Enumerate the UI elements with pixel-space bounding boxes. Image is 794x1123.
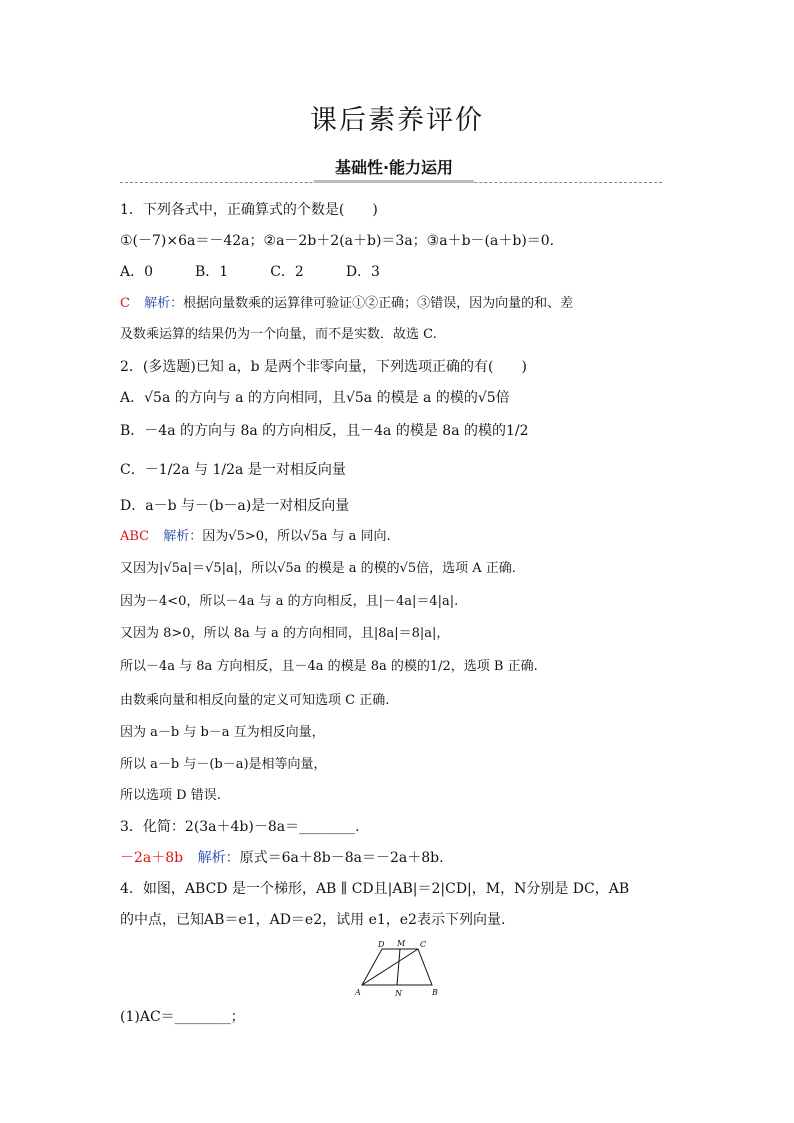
q2-analysis-line9: 所以选项 D 错误.: [120, 788, 221, 803]
q2-analysis-line2: 又因为|√5a|＝√5|a|，所以√5a 的模是 a 的模的√5倍，选项 A 正确.: [120, 561, 516, 576]
q1-items: ①(－7)×6a＝－42a；②a－2b＋2(a＋b)＝3a；③a＋b－(a＋b)＝0.: [120, 233, 555, 249]
q4-stem-line1: 4．如图，ABCD 是一个梯形，AB ∥ CD且|AB|＝2|CD|，M，N分别是 DC，AB: [120, 881, 630, 897]
q2-option-c: C．－1/2a 与 1/2a 是一对相反向量: [120, 462, 346, 478]
page-title: 课后素养评价: [310, 105, 484, 136]
q4-sub1: (1)AC＝________；: [120, 1009, 245, 1025]
label-c: C: [420, 940, 427, 949]
q2-analysis-line5: 所以－4a 与 8a 方向相反，且－4a 的模是 8a 的模的1/2，选项 B 正确.: [120, 659, 538, 674]
label-b: B: [432, 988, 438, 997]
q1-analysis-line2: 及数乘运算的结果仍为一个向量，而不是实数．故选 C.: [120, 327, 437, 342]
q1-analysis-line1: [120, 294, 573, 314]
label-m: M: [397, 939, 406, 948]
q2-analysis-line1: [120, 527, 391, 547]
q3-analysis-text: 原式＝6a＋8b－8a＝－2a＋8b.: [239, 850, 444, 866]
q1-analysis-label: 解析：: [144, 296, 184, 311]
q1-options: A．0 B．1 C．2 D．3: [120, 264, 380, 280]
q4-stem-line2: 的中点，已知AB＝e1，AD＝e2，试用 e1，e2表示下列向量.: [120, 912, 506, 928]
q1-analysis-text1: 根据向量数乘的运算律可验证①②正确；③错误，因为向量的和、差: [183, 296, 574, 311]
trapezoid-figure: [352, 937, 442, 999]
q2-option-b: B．－4a 的方向与 8a 的方向相反，且－4a 的模是 8a 的模的1/2: [120, 423, 529, 439]
q2-analysis-label: 解析：: [163, 529, 203, 544]
q3-stem: 3．化简：2(3a＋4b)－8a＝________.: [120, 819, 360, 835]
q3-analysis: [120, 848, 444, 868]
section-header: [120, 156, 662, 186]
q2-option-d: D．a－b 与－(b－a)是一对相反向量: [120, 498, 350, 514]
q2-analysis-line3: 因为－4<0，所以－4a 与 a 的方向相反，且|－4a|＝4|a|.: [120, 594, 459, 609]
diagonal-ac: [362, 949, 418, 985]
q2-option-a: A．√5a 的方向与 a 的方向相同，且√5a 的模是 a 的模的√5倍: [120, 390, 510, 406]
q2-analysis-line4: 又因为 8>0，所以 8a 与 a 的方向相同，且|8a|＝8|a|，: [120, 626, 450, 641]
label-d: D: [378, 940, 385, 949]
q2-analysis-line6: 由数乘向量和相反向量的定义可知选项 C 正确.: [120, 693, 390, 708]
segment-mn: [397, 949, 400, 985]
section-title: 基础性·能力运用: [314, 156, 474, 180]
q3-answer: －2a＋8b: [120, 850, 184, 866]
label-n: N: [395, 989, 402, 998]
q2-analysis-text1: 因为√5>0，所以√5a 与 a 同向.: [202, 529, 391, 544]
label-a: A: [355, 988, 361, 997]
q2-answer: ABC: [120, 529, 150, 544]
q1-stem: 1．下列各式中，正确算式的个数是( ): [120, 202, 378, 218]
section-divider: [120, 182, 662, 183]
q2-analysis-line8: 所以 a－b 与－(b－a)是相等向量，: [120, 757, 327, 772]
q1-answer: C: [120, 296, 130, 311]
q2-analysis-line7: 因为 a－b 与 b－a 互为相反向量，: [120, 725, 325, 740]
q3-analysis-label: 解析：: [197, 850, 240, 866]
q2-stem: 2．(多选题)已知 a，b 是两个非零向量，下列选项正确的有( ): [120, 359, 527, 375]
